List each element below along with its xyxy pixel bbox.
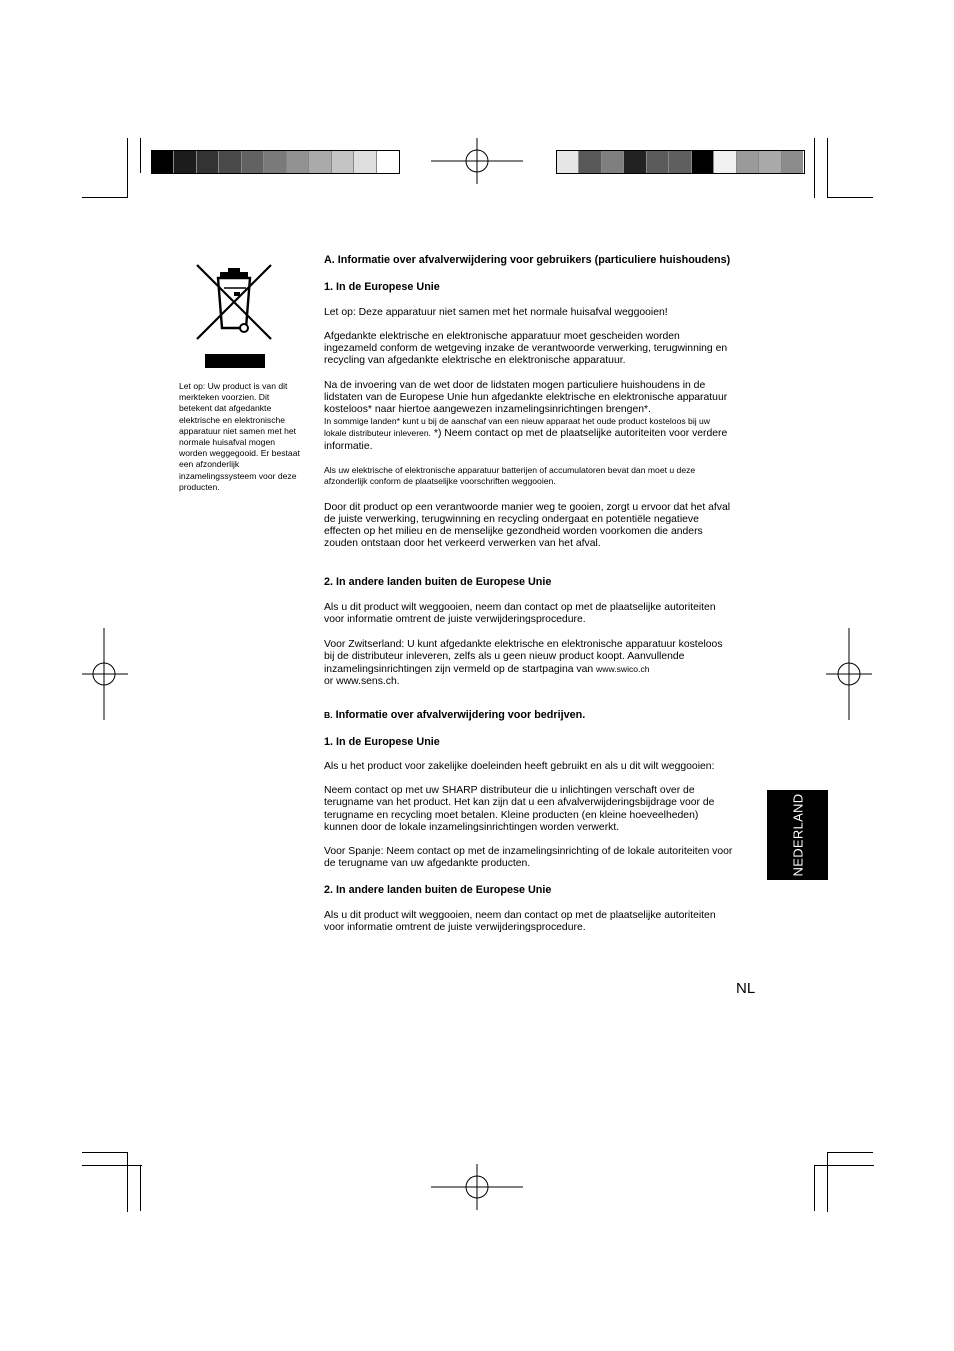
section-a-eu-heading: 1. In de Europese Unie <box>324 281 440 294</box>
color-swatch <box>624 151 646 173</box>
color-swatch <box>557 151 579 173</box>
language-tab <box>767 790 828 880</box>
section-b-paragraph-3: Voor Spanje: Neem contact op met de inzamelingsinrichting of de lokale autoriteiten voor de terugname van uw afgedankte producten. <box>324 845 733 870</box>
color-swatch <box>287 151 309 173</box>
color-swatch <box>197 151 219 173</box>
color-swatch <box>669 151 691 173</box>
section-b-title-prefix: B. <box>324 710 333 721</box>
main-content <box>324 254 734 934</box>
color-swatch <box>219 151 241 173</box>
section-b-paragraph-2: Neem contact op met uw SHARP distributeur die u inlichtingen verschaft over de terugname van het product. Het kan zijn dat u een afvalverwijderingsbijdrage voor de terugname en recycling moet betalen. Kleine producten (en kleine hoeveelheden) kunnen door de lokale inzamelingsinrichtingen worden verwerkt. <box>324 785 715 833</box>
section-a-paragraph-4: Als uw elektrische of elektronische apparatuur batterijen of accumulatoren bevat dan moet u deze afzonderlijk conform de plaatselijke voorschriften weggooien. <box>324 464 696 487</box>
registration-mark-top-icon <box>431 138 523 230</box>
language-tab-label: NEDERLAND <box>790 793 805 877</box>
section-a-paragraph-3-small: In sommige landen* kunt u bij de aanschaf van een nieuw apparaat het oude product kosteloos bij uw lokale distributeur inleveren. <box>324 416 711 439</box>
color-swatch <box>692 151 714 173</box>
section-a-paragraph-1: Let op: Deze apparatuur niet samen met het normale huisafval weggooien! <box>324 306 668 318</box>
section-a-paragraph-3-end: *) Neem contact op met de plaatselijke autoriteiten voor verdere informatie. <box>324 428 728 452</box>
registration-mark-left-icon <box>82 628 174 720</box>
section-b-eu-heading: 1. In de Europese Unie <box>324 735 440 748</box>
color-swatch <box>714 151 736 173</box>
section-a-title: A. Informatie over afvalverwijdering voor gebruikers (particuliere huishoudens) <box>324 254 731 266</box>
section-a-paragraph-3-main: Na de invoering van de wet door de lidstaten mogen particuliere huishoudens in de lidstaten van de Europese Unie hun afgedankte elektrische en elektronische apparatuur kosteloos* naar hiertoe aangewezen inzamelingsinrichtingen brengen*. <box>324 379 728 416</box>
section-b-title <box>324 709 734 721</box>
section-b-paragraph-1: Als u het product voor zakelijke doeleinden heeft gebruikt en als u dit wilt weggooien: <box>324 760 715 772</box>
color-swatch <box>782 151 803 173</box>
section-a-paragraph-5: Door dit product op een verantwoorde manier weg te gooien, zorgt u ervoor dat het afval de juiste verwerking, terugwinning en recycling ondergaat en potentiële negatieve effecten op het milieu en de menselijke gezondheid worden voorkomen die anders zouden ontstaan door het verkeerd verwerken van het afval. <box>324 501 731 550</box>
registration-mark-right-icon <box>826 628 918 720</box>
section-a-other-heading: 2. In andere landen buiten de Europese Unie <box>324 576 552 589</box>
color-swatch <box>152 151 174 173</box>
color-swatch <box>174 151 196 173</box>
color-swatch <box>602 151 624 173</box>
color-bar-left <box>151 150 400 174</box>
color-swatch <box>647 151 669 173</box>
section-a-paragraph-2: Afgedankte elektrische en elektronische apparatuur moet gescheiden worden ingezameld conform de wetgeving inzake de verantwoorde verwerking, terugwinning en recycling van afgedankte elektrische en elektronische apparatuur. <box>324 331 728 367</box>
side-note: Let op: Uw product is van dit merkteken voorzien. Dit betekent dat afgedankte elektrische en elektronische apparatuur niet samen met het normale huisafval mogen worden weggegooid. Er bestaat een afzonderlijk inzamelingssysteem voor deze producten. <box>179 381 300 492</box>
section-a-paragraph-7-end: or www.sens.ch. <box>324 675 400 687</box>
color-swatch <box>354 151 376 173</box>
color-swatch <box>579 151 601 173</box>
swico-link: www.swico.ch <box>596 663 650 674</box>
section-a-paragraph-6: Als u dit product wilt weggooien, neem dan contact op met de plaatselijke autoriteiten voor informatie omtrent de juiste verwijderingsprocedure. <box>324 601 716 626</box>
section-a-paragraph-7-main: Voor Zwitserland: U kunt afgedankte elektrische en elektronische apparatuur kosteloos bij de distributeur inleveren, zelfs als u geen nieuw product koopt. Aanvullende inzamelingsinrichtingen zijn vermeld op de startpagina van <box>324 639 723 675</box>
color-swatch <box>759 151 781 173</box>
color-bar-right <box>556 150 805 174</box>
section-b-paragraph-4: Als u dit product wilt weggooien, neem dan contact op met de plaatselijke autoriteiten voor informatie omtrent de juiste verwijderingsprocedure. <box>324 909 716 933</box>
section-b-title-text: Informatie over afvalverwijdering voor bedrijven. <box>332 709 586 722</box>
crossed-out-wheelie-bin-icon <box>194 262 274 342</box>
color-swatch <box>242 151 264 173</box>
section-a-paragraph-3 <box>324 380 734 453</box>
symbol-underline-bar <box>205 354 265 368</box>
color-swatch <box>737 151 759 173</box>
section-b-other-heading: 2. In andere landen buiten de Europese Unie <box>324 884 552 897</box>
color-swatch <box>309 151 331 173</box>
section-a-paragraph-7 <box>324 639 734 688</box>
color-swatch <box>377 151 398 173</box>
page-language-label: NL <box>736 980 756 997</box>
color-swatch <box>332 151 354 173</box>
color-swatch <box>264 151 286 173</box>
registration-mark-bottom-icon <box>431 1164 523 1256</box>
